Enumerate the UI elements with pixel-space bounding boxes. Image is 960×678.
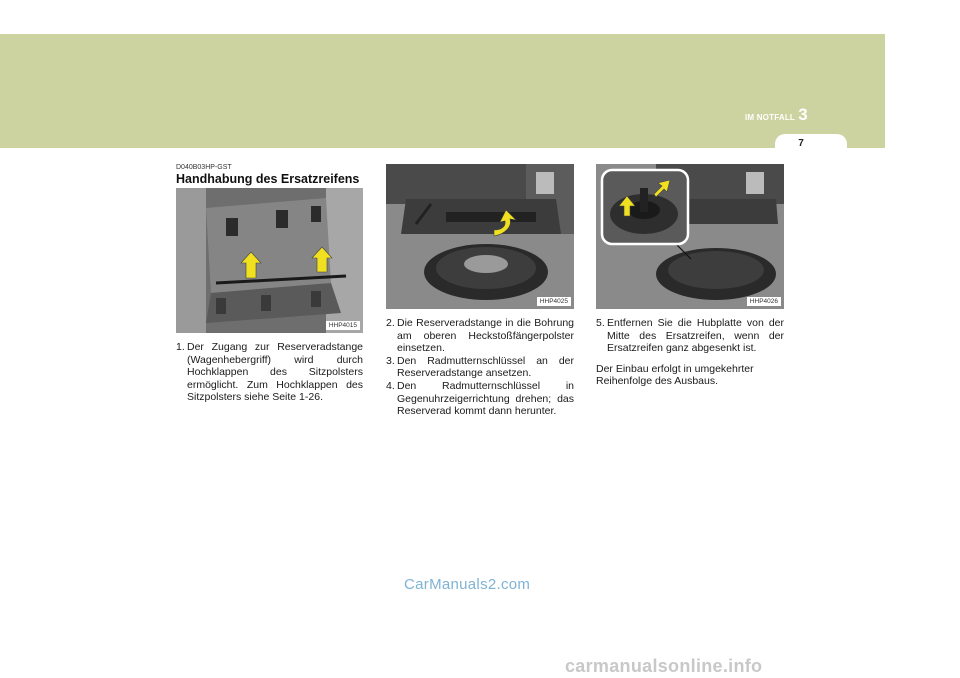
- figure-hub-plate: [596, 164, 784, 309]
- figure-rear-seat: [176, 188, 363, 333]
- watermark-link[interactable]: CarManuals2.com: [404, 576, 531, 593]
- figure-label: HHP4015: [326, 321, 360, 330]
- step-text: Entfernen Sie die Hubplatte von der Mitte des Ersatzreifen, wenn der Ersatzreifen ganz abgesenkt ist.: [607, 317, 784, 355]
- step-item: [386, 317, 574, 355]
- figure-label: HHP4025: [537, 297, 571, 306]
- step-text: Der Zugang zur Reserveradstange (Wagenhebergriff) wird durch Hochklappen des Sitzpolsters ermöglicht. Zum Hochklappen des Sitzpolsters siehe Seite 1-26.: [187, 341, 363, 404]
- header-band: [0, 34, 885, 148]
- column-3-text: [596, 317, 784, 394]
- watermark-footer: carmanualsonline.info: [565, 656, 763, 676]
- step-number: 2.: [386, 317, 395, 329]
- hub-plate-photo-icon: [596, 164, 784, 309]
- section-label: IM NOTFALL: [745, 113, 795, 122]
- rear-seat-photo-icon: [176, 188, 363, 333]
- step-number: 3.: [386, 354, 395, 367]
- spare-tire-hoist-photo-icon: [386, 164, 574, 309]
- section-code: D040B03HP-GST: [176, 164, 232, 171]
- step-text: Den Radmutternschlüssel an der Reserveradstange ansetzen.: [397, 354, 574, 380]
- step-item: [596, 317, 784, 355]
- page-number: 7: [798, 138, 804, 149]
- step-number: 1.: [176, 341, 185, 353]
- section-title: Handhabung des Ersatzreifens: [176, 172, 360, 186]
- figure-spare-tire-hoist: [386, 164, 574, 309]
- section-number: 3: [798, 105, 808, 124]
- step-item: [386, 355, 574, 380]
- installation-note: Der Einbau erfolgt in umgekehrter Reihenfolge des Ausbaus.: [596, 362, 754, 388]
- step-item: [386, 380, 574, 418]
- step-text: Die Reserveradstange in die Bohrung am oberen Heckstoßfängerpolster einsetzen.: [397, 317, 574, 355]
- column-2-text: [386, 317, 574, 418]
- figure-label: HHP4026: [747, 297, 781, 306]
- step-text: Den Radmutternschlüssel in Gegenuhrzeigerrichtung drehen; das Reserverad kommt dann herunter.: [397, 379, 574, 418]
- column-1-text: [176, 341, 363, 404]
- step-item: [176, 341, 363, 404]
- step-number: 4.: [386, 379, 395, 392]
- step-number: 5.: [596, 317, 605, 329]
